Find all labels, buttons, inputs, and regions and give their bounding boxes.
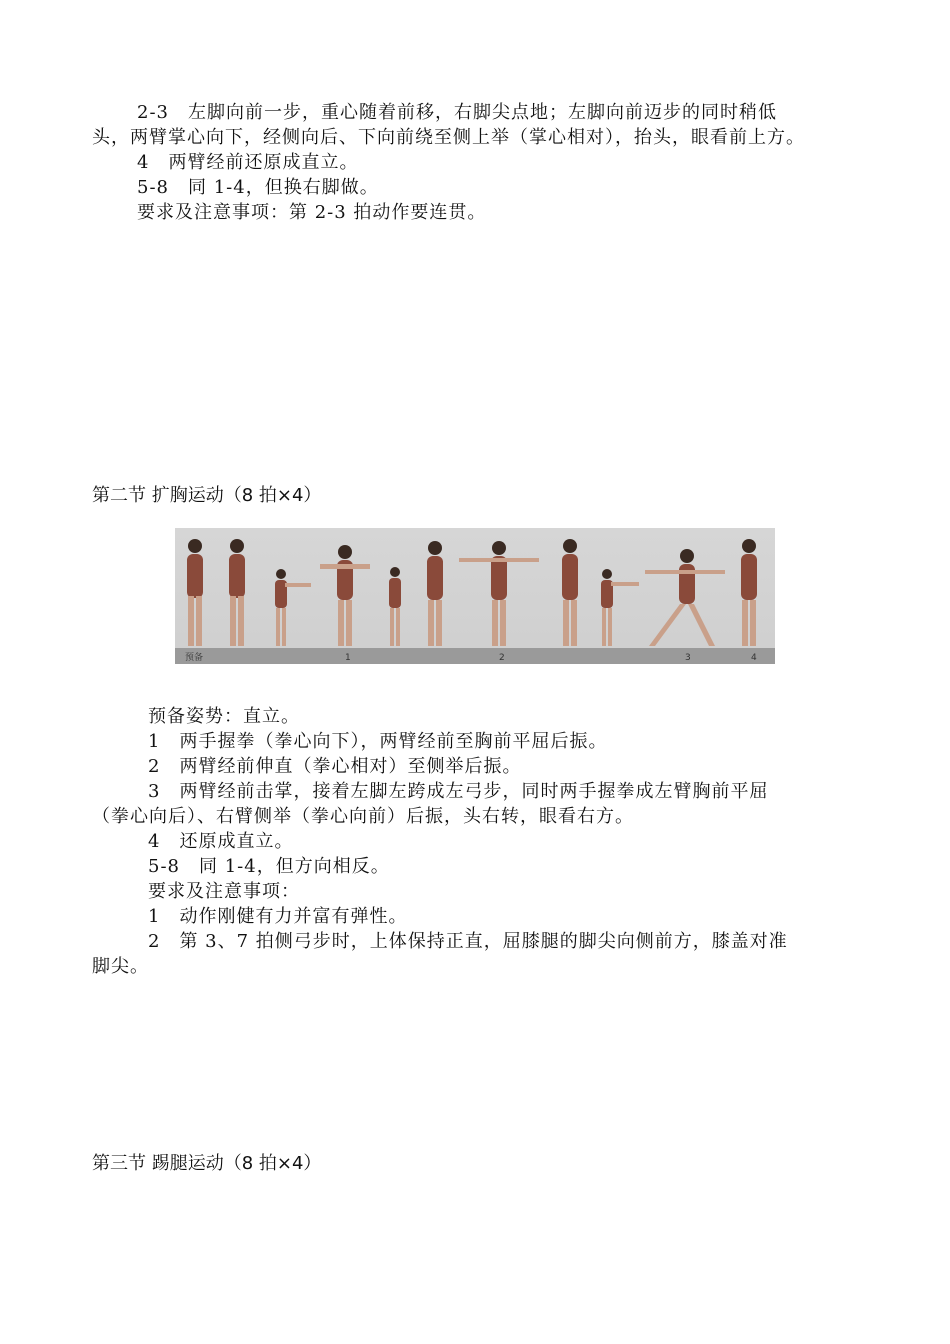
- caption-2: 2: [499, 653, 505, 663]
- section2-line-9: 1 动作刚健有力并富有弹性。: [148, 906, 408, 927]
- section2-line-10: 2 第 3、7 拍侧弓步时，上体保持正直，屈膝腿的脚尖向侧前方，膝盖对准: [148, 931, 788, 952]
- exercise-figures-image: [175, 528, 775, 664]
- section2-line-1: 预备姿势：直立。: [148, 706, 300, 727]
- caption-1: 1: [345, 653, 351, 663]
- section2-line-3: 2 两臂经前伸直（拳心相对）至侧举后振。: [148, 756, 522, 777]
- exercise-photo-strip: [175, 528, 775, 664]
- caption-ready: 预备: [185, 653, 204, 663]
- section2-line-6: 4 还原成直立。: [148, 831, 294, 852]
- section2-line-2: 1 两手握拳（拳心向下），两臂经前至胸前平屈后振。: [148, 731, 608, 752]
- section2-line-11: 脚尖。: [92, 956, 149, 977]
- caption-4: 4: [751, 653, 757, 663]
- section2-heading: 第二节 扩胸运动（8 拍×4）: [92, 485, 322, 506]
- section2-line-7: 5-8 同 1-4，但方向相反。: [148, 856, 390, 877]
- figure-standing-1: [187, 539, 203, 646]
- section1-line-4: 5-8 同 1-4，但换右脚做。: [137, 177, 379, 198]
- section3-heading: 第三节 踢腿运动（8 拍×4）: [92, 1153, 322, 1174]
- section2-line-5: （拳心向后）、右臂侧举（拳心向前）后振，头右转，眼看右方。: [92, 806, 634, 827]
- section1-line-5: 要求及注意事项：第 2-3 拍动作要连贯。: [137, 202, 487, 223]
- caption-3: 3: [685, 653, 691, 663]
- section2-line-8: 要求及注意事项：: [148, 881, 300, 902]
- section2-line-4: 3 两臂经前击掌，接着左脚左跨成左弓步，同时两手握拳成左臂胸前平屈: [148, 781, 769, 802]
- section1-line-2: 头，两臂掌心向下，经侧向后、下向前绕至侧上举（掌心相对），抬头，眼看前上方。: [92, 127, 805, 148]
- section1-line-3: 4 两臂经前还原成直立。: [137, 152, 359, 173]
- section1-line-1: 2-3 左脚向前一步，重心随着前移，右脚尖点地；左脚向前迈步的同时稍低: [137, 102, 777, 123]
